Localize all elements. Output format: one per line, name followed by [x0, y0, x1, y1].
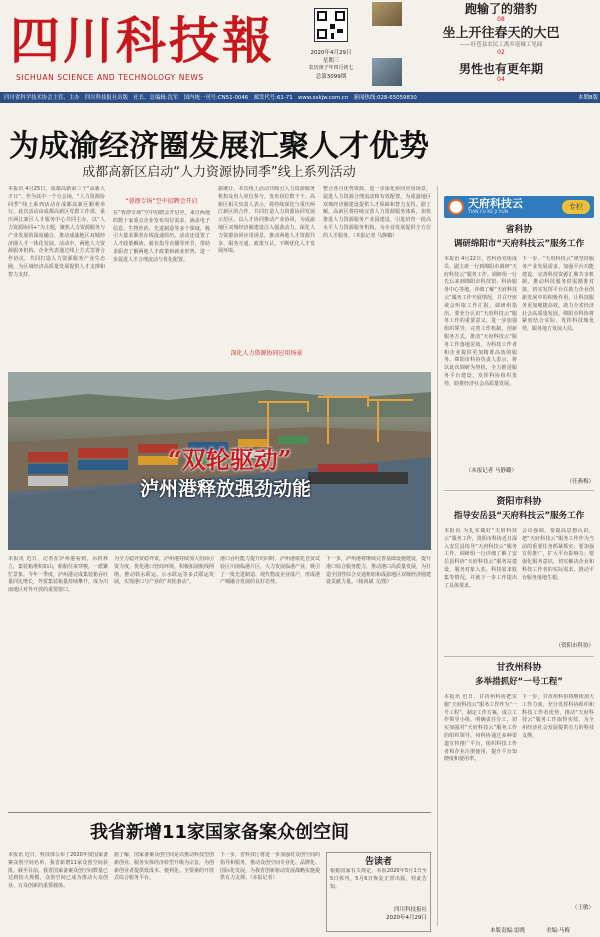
- photo-headline-1: “双轮驱动”: [168, 445, 292, 474]
- masthead-logo: 四川科技報: [10, 11, 275, 70]
- bottom-col-1: 本报讯 近日，科技部公布了2020年度国家备案众创空间名单，我省新增11家众创空间获批。截至目前，我省国家备案众创空间数量已达到较大规模，众创空间已成为推动大众创业、万众创新的重要载体。: [8, 852, 108, 890]
- s2-body: 本报讯 为扎实做好“天府科技云”服务工作，资阳市科协近日深入安岳县指导“天府科技云”服务工作。调研组一行详细了解了安岳县科协“天府科技云”服务站建设、服务对象入驻、科技需求收集等情况，并就下一步工作提出了具体要求。: [444, 528, 517, 589]
- s1-col2: 下一步，“天府科技云”将坚持服务产业发展需求，加强平台功能建设，完善科技资源汇聚共享机制，推动科技服务供需精准对接，切实发挥平台在助力企业创新发展中的积极作用，让科技服务更加便捷高效，助力全省经济社会高质量发展。绵阳市科协将紧密结合实际，发挥科技城优势，服务地方发展大局。: [522, 256, 594, 333]
- lead-col-4: 整合各自优势资源，进一步深化协同应用场景，促进人力资源合理流动和有效配置，为成渝地区双城经济圈建设提供人才保障和智力支持。据了解，高新区将持续完善人力资源服务体系，加快推进人力资源服务产业园建设，引进培育一批高水平人力资源服务机构，为企业发展提供全方位的人才服务。（本报记者 马静璐）: [323, 186, 431, 239]
- reader-notice: [326, 852, 431, 932]
- s1-sign: （本报记者 马静璐）: [465, 468, 517, 474]
- s1-title: 调研绵阳市“天府科技云”服务工作: [453, 239, 585, 249]
- edition-label: 本期8版: [578, 94, 598, 101]
- issue-weekday: 星期三: [322, 58, 340, 64]
- right-divider-2: [444, 656, 594, 657]
- right-divider-1: [444, 490, 594, 491]
- masthead: [0, 0, 600, 90]
- reader-notice-title: 告读者: [364, 857, 392, 867]
- teaser-2-sub: ——旺苍县农民工离乡返城工见闻: [459, 42, 543, 48]
- reader-notice-sign-1: 四川科技报社: [393, 907, 427, 913]
- s3-sup: 甘孜州科协: [496, 663, 542, 673]
- s2-sup: 资阳市科协: [496, 497, 542, 507]
- s1-sign-2: （任燕梅）: [566, 479, 594, 485]
- teaser-1-label: 跑输了的猎豹: [464, 2, 537, 16]
- teaser-2-label: 坐上开往春天的大巴: [442, 26, 560, 41]
- tianfu-banner-title: 天府科技云: [468, 197, 523, 210]
- teaser-2-page: 02: [497, 49, 505, 56]
- issue-date: 2020年4月29日: [310, 50, 352, 56]
- s3-body: 本报讯 近日，甘孜州科协把实施“天府科技云”服务工作作为“一号工程”，制定工作方案，成立工作领导小组，明确责任分工，切实加强对“天府科技云”服务工作的组织领导。州科协通过多种渠道宣传推广平台，组织科技工作者和企业注册使用，提升平台知晓度和使用率。: [444, 694, 517, 763]
- photo-story-col-1: 本报讯 近日，记者在泸州港看到，吊机林立，集装箱堆积如山，船舶往来穿梭，一派繁忙景象。今年一季度，泸州港完成集装箱吞吐量同比增长，外贸集装箱量持续攀升，成为川南地区对外开放的重要窗口。: [8, 556, 108, 594]
- tianfu-banner: [444, 196, 594, 218]
- photo-story-col-4: 下一步，泸州港将继续完善基础设施建设，提升港口综合服务能力，推动港口高质量发展，为打造全国性综合交通枢纽和成渝地区双城经济圈建设贡献力量。（杨尚斌 文/图）: [326, 556, 431, 586]
- lead-col-1: 本报讯 4月25日，成都高新第三个“高新人才日”。作为其中一个分会场，“人力资源协同季”线上系列活动在成都高新区顺利举行。此次活动由成都高新区党群工作部、重庆两江新区人才服务中心共同主办，以“人力资源协同+”为主题，聚焦人力资源服务与产业发展的深度融合，推动成渝地区双城经济圈人才一体化发展。活动中，两地人力资源服务机构、企业代表通过线上方式签署合作协议，共同打造人力资源服务产业生态圈，为区域经济高质量发展提供人才支撑和智力支持。: [8, 186, 105, 278]
- issue-lunar: 农历庚子年四月初七: [308, 65, 354, 71]
- info-bar: [0, 92, 600, 103]
- lead-headline: 为成渝经济圈发展汇聚人才优势: [9, 129, 429, 164]
- tianfu-banner-en: TIAN FU KE JI YUN: [468, 210, 508, 215]
- bottom-col-3: 下一步，省科技厅将进一步加强对众创空间的指导和服务，推动众创空间专业化、品牌化、国际化发展，为我省创新驱动发展战略实施提供有力支撑。（本报记者）: [220, 852, 320, 882]
- teaser-thumb-3: [372, 58, 402, 86]
- photo-story-col-3: 港口吞吐能力提升的同时，泸州港依托自贸试验区川南临港片区，大力发展临港产业，吸引了一批先进制造、现代物流企业落户，形成港产城融合发展的良好态势。: [220, 556, 320, 586]
- reader-notice-sign-2: 2020年4月29日: [386, 915, 427, 921]
- divider-bottom: [8, 812, 431, 813]
- lead-col-3: 据统计，本次线上活动共吸引人力资源服务机构及用人单位参与，发布岗位数千个。高新区相关负责人表示，将持续深化与重庆两江新区的合作，共同打造人力资源协同发展示范区，以人才协同推动产业协同，为成渝地区双城经济圈建设注入强劲动力。深化人力资源协同应用场景，推动两地人才资源共享、服务互通、政策互认，不断优化人才发展环境。: [218, 186, 315, 255]
- s1-body: 本报讯 4月22日，省科协党组成员、副主席一行到绵阳市调研“天府科技云”服务工作。调研组一行先后来到绵阳市科技馆、科协服务中心等地，详细了解“天府科技云”服务工作开展情况，并召开座谈会听取工作汇报。调研组指出，要充分认识“天府科技云”服务工作的重要意义，进一步加强组织领导，完善工作机制，创新服务方式，推动“天府科技云”服务工作落地见效，为科技工作者和企业提供更加精准高效的服务。绵阳市科协负责人表示，将以此次调研为契机，全力推进服务平台建设，发挥科协组织优势，助推经济社会高质量发展。: [444, 256, 517, 387]
- teaser-3-page: 04: [497, 76, 505, 83]
- bottom-col-2: 据了解，国家备案众创空间是以推动科技型创新创业、服务实体经济转型升级为宗旨，为创新创业者提供低成本、便利化、全要素的开放式综合服务平台。: [114, 852, 214, 882]
- s2-sign: （资阳市科协）: [555, 643, 594, 649]
- s2-title: 指导安岳县“天府科技云”服务工作: [453, 511, 585, 521]
- bottom-headline: 我省新增11家国家备案众创空间: [89, 822, 350, 843]
- masthead-subtitle: SICHUAN SCIENCE AND TECHNOLOGY NEWS: [16, 73, 204, 82]
- teaser-1-page: 08: [497, 16, 505, 23]
- lead-section-label-1: “蓉漂专场”空中招聘会开启: [125, 198, 198, 205]
- s2-col2: 会议强调，要提高思想认识，把“天府科技云”服务工作作为当前的重要任务抓紧抓实；要加强宣传推广，扩大平台影响力；要强化服务意识，切实解决企业和科技工作者的实际需求，推动平台服务落地生根。: [522, 528, 594, 581]
- teaser-3[interactable]: [408, 62, 594, 88]
- s1-sup: 省科协: [505, 225, 533, 235]
- s3-title: 多举措抓好“一号工程”: [475, 677, 563, 687]
- lead-col-2: 在“蓉漂专场”空中招聘会开启中，来自两地的数十家重点企业发布岗位需求，涵盖电子信息、生物医药、先进制造等多个领域，吸引大量求职者在线投递简历。活动还设置了人才政策解读、就业指导直播等环节，帮助求职者了解两地人才政策和就业形势，进一步促进人才合理流动与优化配置。: [113, 210, 210, 263]
- teaser-3-label: 男性也有更年期: [458, 62, 543, 76]
- tianfu-logo-icon: [448, 199, 464, 215]
- s3-col2: 下一步，甘孜州科协将继续加大工作力度，充分发挥科协组织和科技工作者优势，推动“天府科技云”服务工作取得实效，为全州经济社会发展提供有力的科技支撑。: [522, 694, 594, 739]
- teaser-thumb-1: [372, 2, 402, 26]
- port-photo: [8, 372, 431, 550]
- footer-editor: 本版责编:雷晓: [490, 928, 525, 934]
- qr-code: [314, 8, 348, 42]
- s3-sign: （王敏）: [571, 905, 594, 911]
- footer-designer: 美编:马梅: [546, 928, 570, 934]
- issue-number: 总第3099期: [315, 74, 347, 80]
- tianfu-banner-tag: 专栏: [562, 200, 590, 214]
- reader-notice-text: 根据国家有关规定，本报2020年5月1日至5日休刊，5月6日恢复正常出版，特此告知。: [330, 868, 427, 890]
- photo-headline-2: 泸州港释放强劲动能: [140, 478, 312, 500]
- info-bar-text: 四川省科学技术协会主管、主办 四川科技报社出版 社长、总编辑:沈军 国内统一刊号:CN51-0046 邮发代号:61-71 www.sxkjw.com.cn 新闻热线:028-65059830: [4, 94, 417, 101]
- lead-subhead: 成都高新区启动“人力资源协同季”线上系列活动: [82, 165, 356, 180]
- photo-story-col-2: 为全力稳外贸稳外资，泸州港持续加大招商引资力度，优化港口营商环境，积极拓展航线网络，推动铁水联运、公水联运等多式联运发展，实现港口与产业的“双轮驱动”。: [114, 556, 214, 586]
- teaser-1[interactable]: [408, 2, 594, 24]
- teaser-2[interactable]: [408, 26, 594, 58]
- lead-section-label-2: 深化人力资源协同应用场景: [218, 348, 315, 357]
- right-column-divider: [437, 186, 438, 926]
